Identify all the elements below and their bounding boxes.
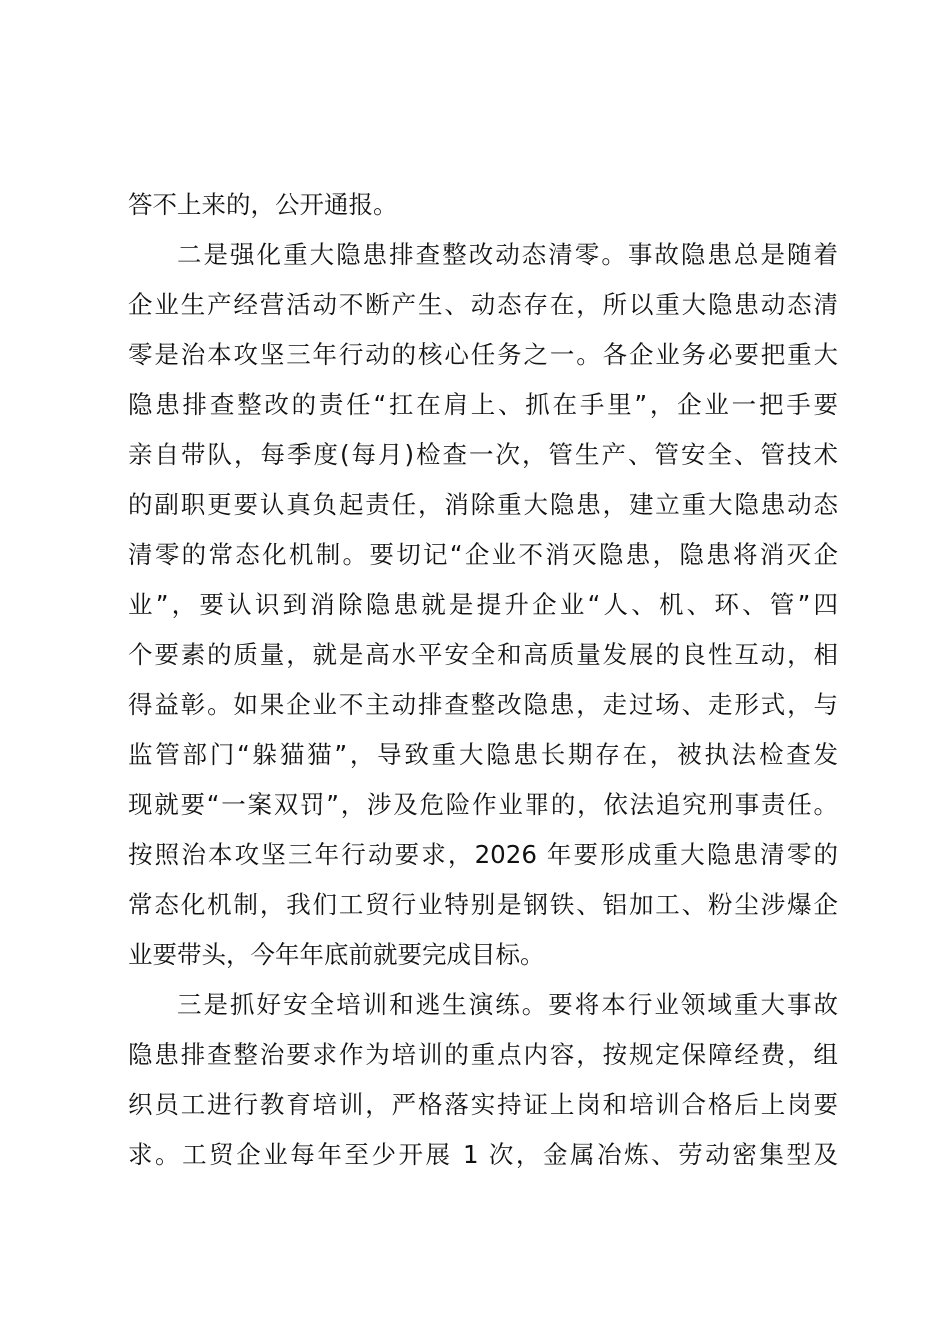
text-line: 业要带头，今年年底前就要完成目标。 <box>128 940 545 969</box>
text-line: 求。工贸企业每年至少开展 1 次，金属冶炼、劳动密集型及 <box>128 1140 838 1169</box>
text-line: 现就要“一案双罚”，涉及危险作业罪的，依法追究刑事责任。 <box>128 790 838 819</box>
text-line: 三是抓好安全培训和逃生演练。要将本行业领域重大事故 <box>177 990 838 1019</box>
text-line: 二是强化重大隐患排查整改动态清零。事故隐患总是随着 <box>177 240 838 269</box>
text-line: 零是治本攻坚三年行动的核心任务之一。各企业务必要把重大 <box>128 340 838 369</box>
text-line: 企业生产经营活动不断产生、动态存在，所以重大隐患动态清 <box>128 290 838 319</box>
text-line: 隐患排查整治要求作为培训的重点内容，按规定保障经费，组 <box>128 1040 838 1069</box>
text-line: 个要素的质量，就是高水平安全和高质量发展的良性互动，相 <box>128 640 838 669</box>
text-line: 按照治本攻坚三年行动要求，2026 年要形成重大隐患清零的 <box>128 840 838 869</box>
text-line: 清零的常态化机制。要切记“企业不消灭隐患，隐患将消灭企 <box>128 540 838 569</box>
text-line: 隐患排查整改的责任“扛在肩上、抓在手里”，企业一把手要 <box>128 390 838 419</box>
text-line: 答不上来的，公开通报。 <box>128 190 398 219</box>
text-line: 得益彰。如果企业不主动排查整改隐患，走过场、走形式，与 <box>128 690 838 719</box>
text-line: 的副职更要认真负起责任，消除重大隐患，建立重大隐患动态 <box>128 490 838 519</box>
paragraph-3 <box>128 980 838 1180</box>
text-line: 监管部门“躲猫猫”，导致重大隐患长期存在，被执法检查发 <box>128 740 838 769</box>
text-line: 业”，要认识到消除隐患就是提升企业“人、机、环、管”四 <box>128 590 838 619</box>
text-line: 织员工进行教育培训，严格落实持证上岗和培训合格后上岗要 <box>128 1090 838 1119</box>
paragraph-2 <box>128 230 838 980</box>
text-line: 常态化机制，我们工贸行业特别是钢铁、铝加工、粉尘涉爆企 <box>128 890 838 919</box>
text-line: 亲自带队，每季度(每月)检查一次，管生产、管安全、管技术 <box>128 440 838 469</box>
paragraph-1 <box>128 180 838 230</box>
